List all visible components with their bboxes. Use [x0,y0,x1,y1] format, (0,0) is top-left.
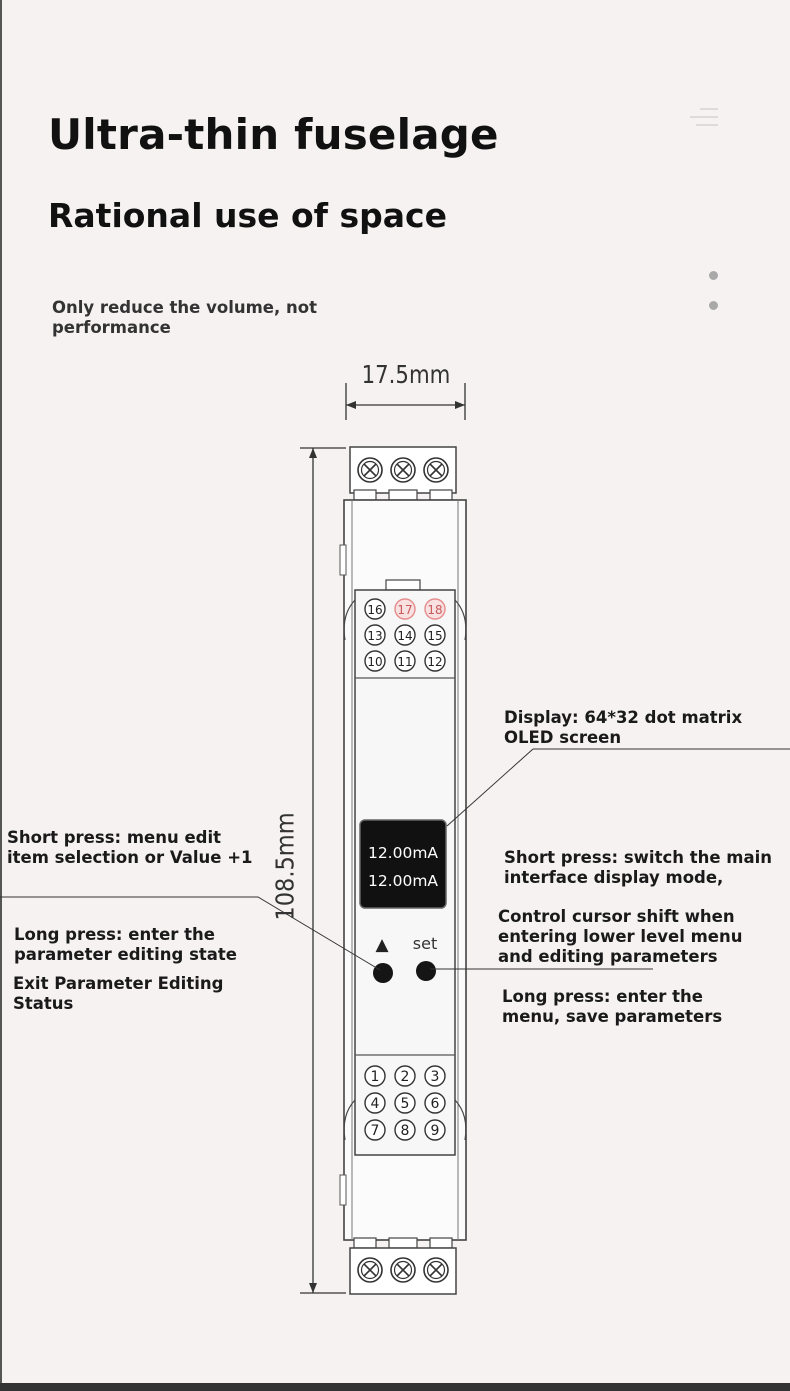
oled-display [360,820,446,908]
up-button-label: ▲ [375,935,389,955]
up-button[interactable] [373,963,393,983]
tagline: Only reduce the volume, not performance [52,298,317,337]
page-subtitle: Rational use of space [48,196,447,235]
top-terminal-label: 17 [397,603,413,617]
bottom-terminal-grid [365,1066,445,1140]
callout-up-exit: Exit Parameter Editing Status [13,974,224,1013]
display-line-1: 12.00mA [367,844,439,862]
top-terminal-label: 10 [367,655,383,669]
bottom-terminal-label: 2 [400,1069,410,1085]
top-terminal-label: 13 [367,629,383,643]
bottom-terminal-label: 6 [430,1096,440,1112]
callout-up-long-press: Long press: enter the parameter editing state [14,925,237,964]
display-line-2: 12.00mA [367,872,439,890]
bottom-terminal-label: 3 [430,1069,440,1085]
top-terminal-grid [365,599,445,671]
bottom-terminal-label: 5 [400,1096,410,1112]
top-terminal-label: 14 [397,629,413,643]
height-dimension-label: 108.5mm [270,812,300,921]
bottom-terminal-label: 1 [370,1069,380,1085]
top-terminal-label: 18 [427,603,443,617]
bottom-terminal-label: 4 [370,1096,380,1112]
top-terminal-label: 15 [427,629,443,643]
bottom-terminal-label: 8 [400,1123,410,1139]
callout-set-short-press: Short press: switch the main interface display mode, [504,848,773,887]
bottom-terminal-label: 7 [370,1123,380,1139]
callout-set-long-press: Long press: enter the menu, save parameters [502,987,723,1026]
height-dimension [300,448,346,1293]
bottom-terminal-label: 9 [430,1123,440,1139]
width-dimension-label: 17.5mm [361,360,451,389]
callout-display: Display: 64*32 dot matrix OLED screen [504,708,743,747]
top-terminal-label: 11 [397,655,413,669]
callout-set-cursor: Control cursor shift when entering lower level menu and editing parameters [498,907,743,966]
top-terminal-label: 12 [427,655,443,669]
bottom-bar [0,1383,790,1391]
set-button-label: set [412,934,438,953]
page-title: Ultra-thin fuselage [48,110,499,159]
top-terminal-label: 16 [367,603,383,617]
callout-up-short-press: Short press: menu edit item selection or Value +1 [7,828,253,867]
set-button[interactable] [416,961,436,981]
